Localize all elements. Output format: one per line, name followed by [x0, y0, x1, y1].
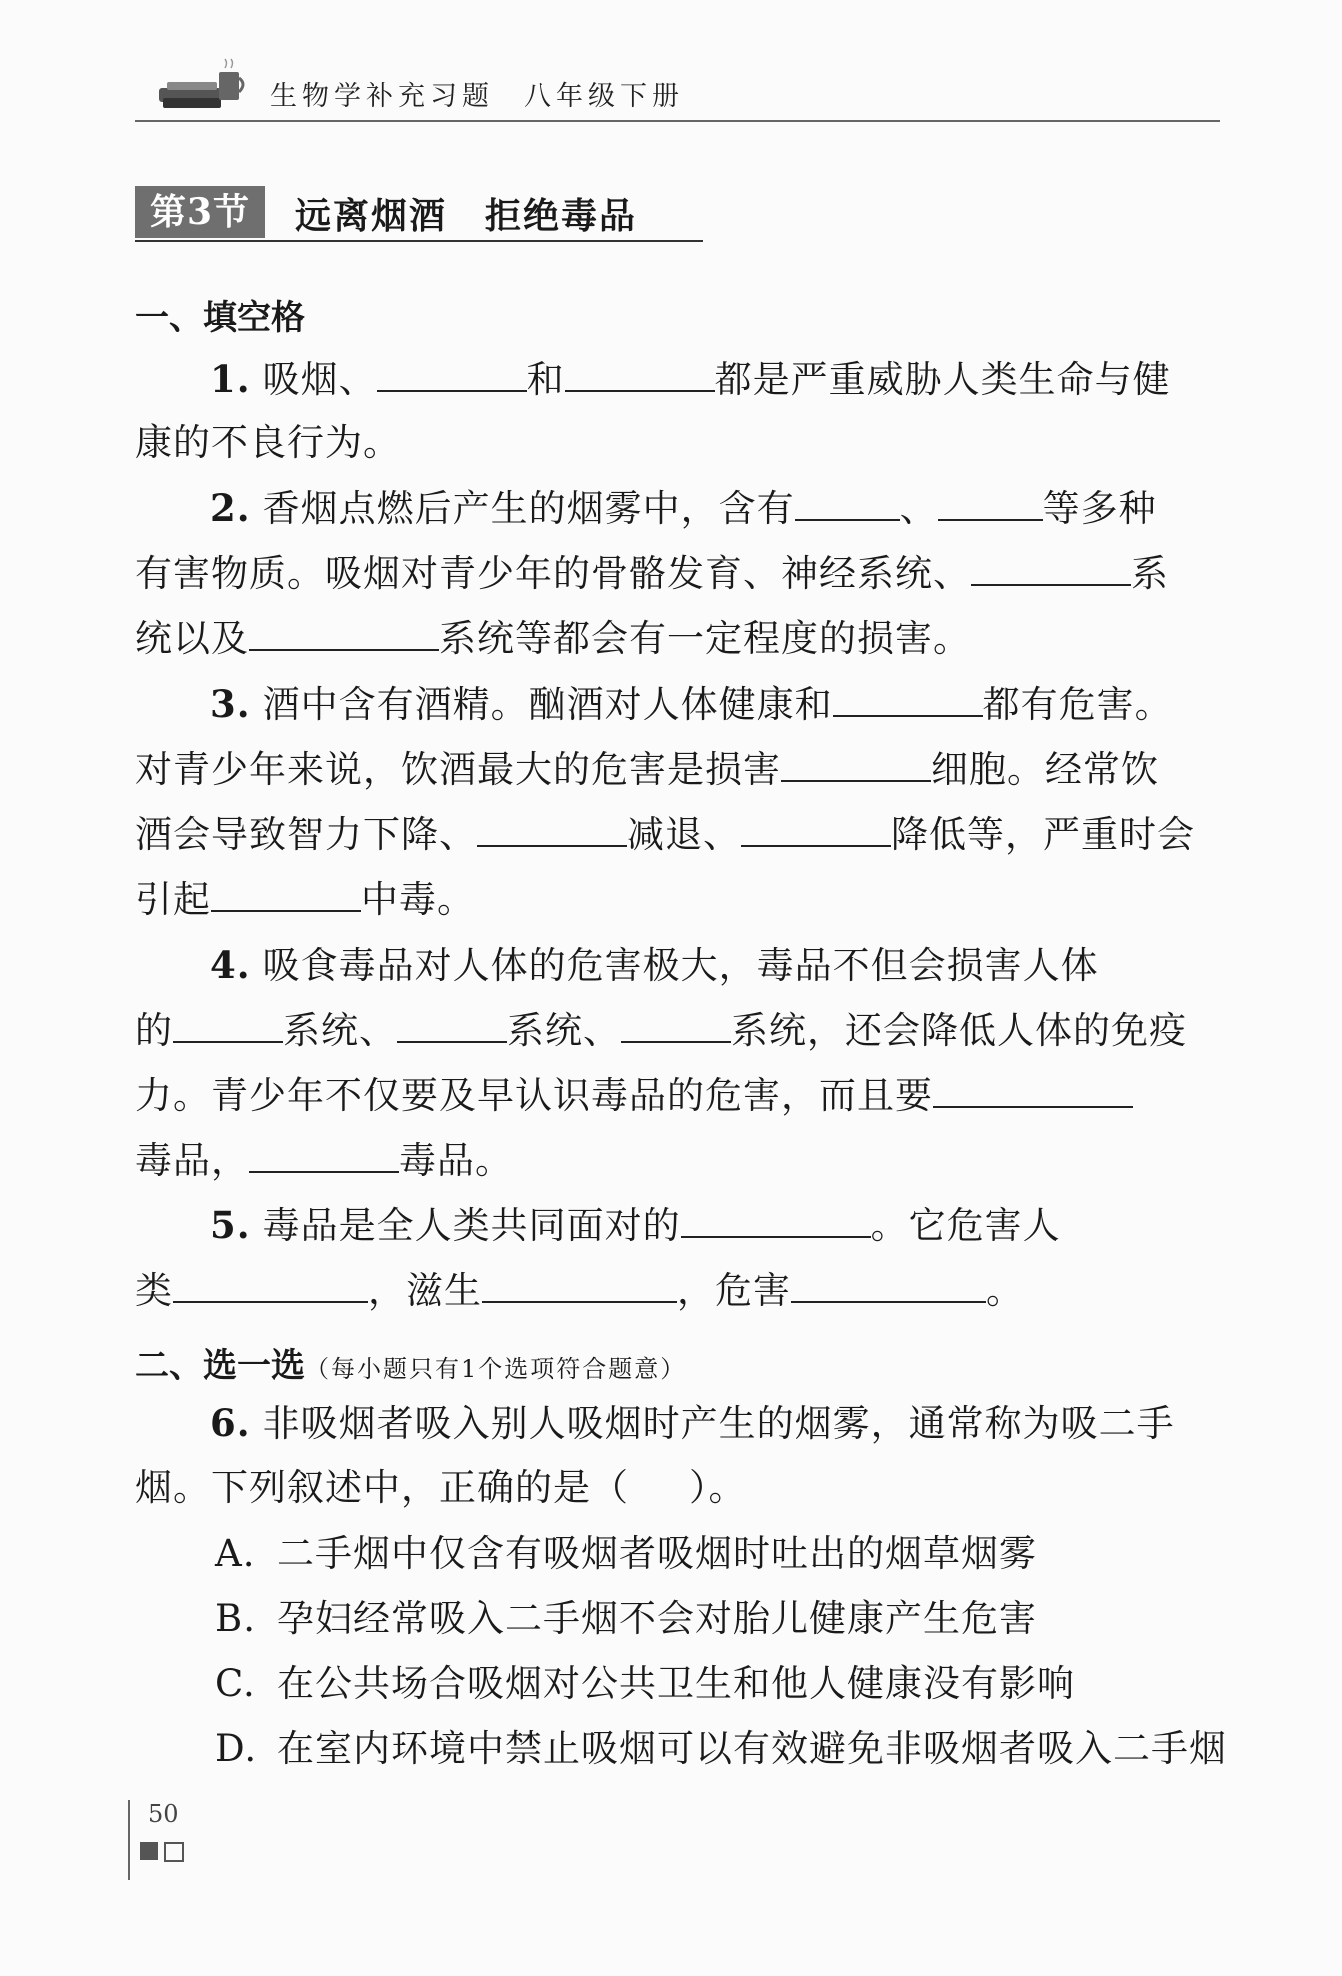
- option-d[interactable]: D. 在室内环境中禁止吸烟可以有效避免非吸烟者吸入二手烟: [215, 1727, 1227, 1770]
- question-3-line-4: 引起 中毒。: [135, 874, 1220, 925]
- answer-blank[interactable]: [938, 483, 1043, 521]
- option-b[interactable]: B. 孕妇经常吸入二手烟不会对胎儿健康产生危害: [215, 1597, 1037, 1640]
- question-4-line-4: 毒品， 毒品。: [135, 1135, 1220, 1186]
- answer-blank[interactable]: [565, 354, 715, 392]
- question-6-line-2: 烟。下列叙述中，正确的是（ ）。: [135, 1466, 747, 1509]
- section-heading: [135, 182, 703, 242]
- filled-square-icon: [140, 1842, 158, 1860]
- book-title: 生物学补充习题: [270, 81, 494, 112]
- question-1-line-2: 康的不良行为。: [135, 421, 401, 464]
- question-4-line-2: 的 系统、 系统、 系统，还会降低人体的免疫: [135, 1005, 1220, 1056]
- page-number: 50: [148, 1800, 179, 1828]
- answer-blank[interactable]: [249, 613, 439, 651]
- section-number-badge: 第3节: [135, 186, 265, 238]
- question-3-line-3: 酒会导致智力下降、 减退、 降低等，严重时会: [135, 809, 1220, 860]
- answer-blank[interactable]: [795, 483, 900, 521]
- book-and-cup-icon: [157, 58, 247, 118]
- answer-blank[interactable]: [681, 1200, 871, 1238]
- answer-blank[interactable]: [249, 1135, 399, 1173]
- answer-blank[interactable]: [741, 809, 891, 847]
- empty-square-icon: [164, 1842, 184, 1862]
- answer-blank[interactable]: [791, 1265, 986, 1303]
- answer-blank[interactable]: [477, 809, 627, 847]
- page-header: [135, 30, 1220, 122]
- question-4-line-3: 力。青少年不仅要及早认识毒品的危害，而且要: [135, 1070, 1220, 1121]
- question-1-line-1: 1. 吸烟、 和 都是严重威胁人类生命与健: [210, 354, 1295, 405]
- question-5-line-1: 5. 毒品是全人类共同面对的 。它危害人: [210, 1200, 1295, 1251]
- answer-blank[interactable]: [377, 354, 527, 392]
- question-5-line-2: 类 ，滋生 ，危害 。: [135, 1265, 1220, 1316]
- part2-note: （每小题只有1个选项符合题意）: [305, 1355, 687, 1383]
- option-c[interactable]: C. 在公共场合吸烟对公共卫生和他人健康没有影响: [215, 1662, 1075, 1705]
- question-2-line-2: 有害物质。吸烟对青少年的骨骼发育、神经系统、 系: [135, 548, 1220, 599]
- answer-blank[interactable]: [482, 1265, 677, 1303]
- part2-heading: 二、选一选（每小题只有1个选项符合题意）: [135, 1346, 687, 1386]
- question-3-line-1: 3. 酒中含有酒精。酗酒对人体健康和 都有危害。: [210, 679, 1295, 730]
- answer-blank[interactable]: [173, 1005, 283, 1043]
- question-2-line-1: 2. 香烟点燃后产生的烟雾中，含有 、 等多种: [210, 483, 1295, 534]
- header-title: [270, 74, 684, 113]
- answer-blank[interactable]: [833, 679, 983, 717]
- question-4-line-1: 4. 吸食毒品对人体的危害极大，毒品不但会损害人体: [210, 943, 1099, 987]
- answer-blank[interactable]: [971, 548, 1131, 586]
- question-6-line-1: 6. 非吸烟者吸入别人吸烟时产生的烟雾，通常称为吸二手: [210, 1401, 1175, 1445]
- question-3-line-2: 对青少年来说，饮酒最大的危害是损害 细胞。经常饮: [135, 744, 1220, 795]
- answer-blank[interactable]: [621, 1005, 731, 1043]
- grade-label: 八年级下册: [524, 81, 684, 112]
- answer-blank[interactable]: [933, 1070, 1133, 1108]
- question-2-line-3: 统以及 系统等都会有一定程度的损害。: [135, 613, 1220, 664]
- part1-heading: 一、填空格: [135, 298, 305, 338]
- page-footer: [128, 1800, 210, 1880]
- section-title: 远离烟酒 拒绝毒品: [295, 195, 638, 237]
- option-a[interactable]: A. 二手烟中仅含有吸烟者吸烟时吐出的烟草烟雾: [215, 1532, 1037, 1575]
- answer-blank[interactable]: [781, 744, 931, 782]
- answer-blank[interactable]: [211, 874, 361, 912]
- answer-blank[interactable]: [173, 1265, 368, 1303]
- answer-blank[interactable]: [397, 1005, 507, 1043]
